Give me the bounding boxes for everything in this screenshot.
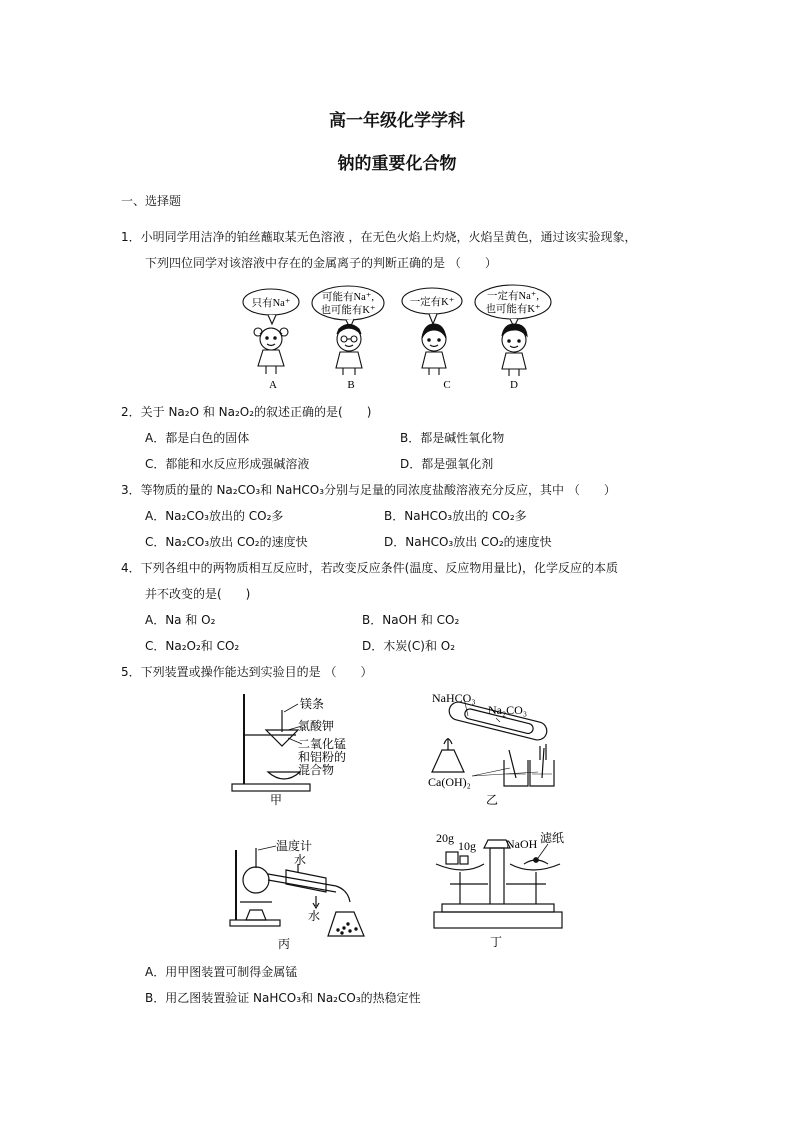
jia-label-al: 和铝粉的 (298, 750, 347, 764)
figure-ding (428, 828, 578, 950)
bing-label-thermometer: 温度计 (276, 839, 313, 853)
yi-label-caoh2: Ca(OH)₂ (428, 775, 471, 789)
q1-label-d: D (510, 379, 518, 391)
q2-option-d: D．都是强氧化剂 (400, 457, 494, 471)
q1-bubble-b2: 也可能有K⁺ (320, 305, 376, 316)
q2-option-c: C．都能和水反应形成强碱溶液 (145, 457, 310, 471)
q3-stem: 3．等物质的量的 Na₂CO₃和 NaHCO₃分别与足量的同浓度盐酸溶液充分反应，其中 （ ） (121, 483, 616, 497)
q1-label-a: A (269, 379, 277, 391)
section-heading: 一、选择题 (121, 194, 182, 208)
q4-option-c: C．Na₂O₂和 CO₂ (145, 639, 240, 653)
ding-caption: 丁 (490, 935, 503, 949)
bing-label-water-in: 水 (294, 853, 307, 867)
page-title: 高一年级化学学科 (329, 111, 465, 131)
q4-option-a: A．Na 和 O₂ (145, 613, 216, 627)
q1-bubble-b1: 可能有Na⁺, (322, 292, 374, 303)
q4-option-b: B．NaOH 和 CO₂ (362, 613, 460, 627)
q1-bubble-d2: 也可能有K⁺ (485, 304, 541, 315)
q3-option-b: B．NaHCO₃放出的 CO₂多 (384, 509, 527, 523)
q1-bubble-d1: 一定有Na⁺, (487, 291, 539, 302)
q2-option-a: A．都是白色的固体 (145, 431, 250, 445)
q5-option-a: A．用甲图装置可制得金属锰 (145, 965, 298, 979)
q3-option-a: A．Na₂CO₃放出的 CO₂多 (145, 509, 284, 523)
q1-bubble-c: 一定有K⁺ (409, 297, 455, 308)
yi-label-na2co3: Na₂CO₃ (488, 703, 528, 717)
jia-label-mno2: 二氧化锰 (298, 737, 347, 751)
ding-label-filter-paper: 滤纸 (540, 831, 565, 845)
ding-label-20g: 20g (436, 831, 454, 845)
q2-option-b: B．都是碱性氧化物 (400, 431, 505, 445)
q2-stem: 2．关于 Na₂O 和 Na₂O₂的叙述正确的是( ) (121, 405, 372, 419)
q1-line1: 1．小明同学用洁净的铂丝蘸取某无色溶液 ，在无色火焰上灼烧，火焰呈黄色，通过该实验现象， (121, 230, 637, 244)
figure-jia (228, 690, 368, 808)
q4-line1: 4．下列各组中的两物质相互反应时，若改变反应条件(温度、反应物用量比)，化学反应的本质 (121, 561, 619, 575)
ding-label-10g: 10g (458, 839, 476, 853)
q1-bubble-a: 只有Na⁺ (251, 298, 291, 309)
page-subtitle: 钠的重要化合物 (337, 154, 457, 174)
q4-line2: 并不改变的是( ) (145, 587, 251, 601)
jia-label-kclo3: 氯酸钾 (298, 719, 335, 733)
figure-bing (226, 834, 376, 952)
yi-caption: 乙 (486, 793, 499, 807)
q1-figure (238, 282, 558, 394)
q3-option-c: C．Na₂CO₃放出 CO₂的速度快 (145, 535, 308, 549)
bing-label-water-out: 水 (308, 909, 321, 923)
q5-option-b: B．用乙图装置验证 NaHCO₃和 Na₂CO₃的热稳定性 (145, 991, 421, 1005)
yi-label-nahco3: NaHCO₃ (432, 691, 476, 705)
ding-label-naoh: NaOH (506, 837, 538, 851)
bing-caption: 丙 (278, 937, 291, 951)
q1-label-c: C (443, 379, 451, 391)
q4-option-d: D．木炭(C)和 O₂ (362, 639, 456, 653)
jia-caption: 甲 (270, 793, 283, 807)
jia-label-mg: 镁条 (300, 697, 325, 711)
q5-stem: 5．下列装置或操作能达到实验目的是 （ ） (121, 665, 373, 679)
q1-label-b: B (347, 379, 355, 391)
figure-yi (424, 688, 574, 808)
jia-label-mix: 混合物 (298, 763, 335, 777)
q1-line2: 下列四位同学对该溶液中存在的金属离子的判断正确的是 （ ） (145, 256, 497, 270)
q3-option-d: D．NaHCO₃放出 CO₂的速度快 (384, 535, 552, 549)
